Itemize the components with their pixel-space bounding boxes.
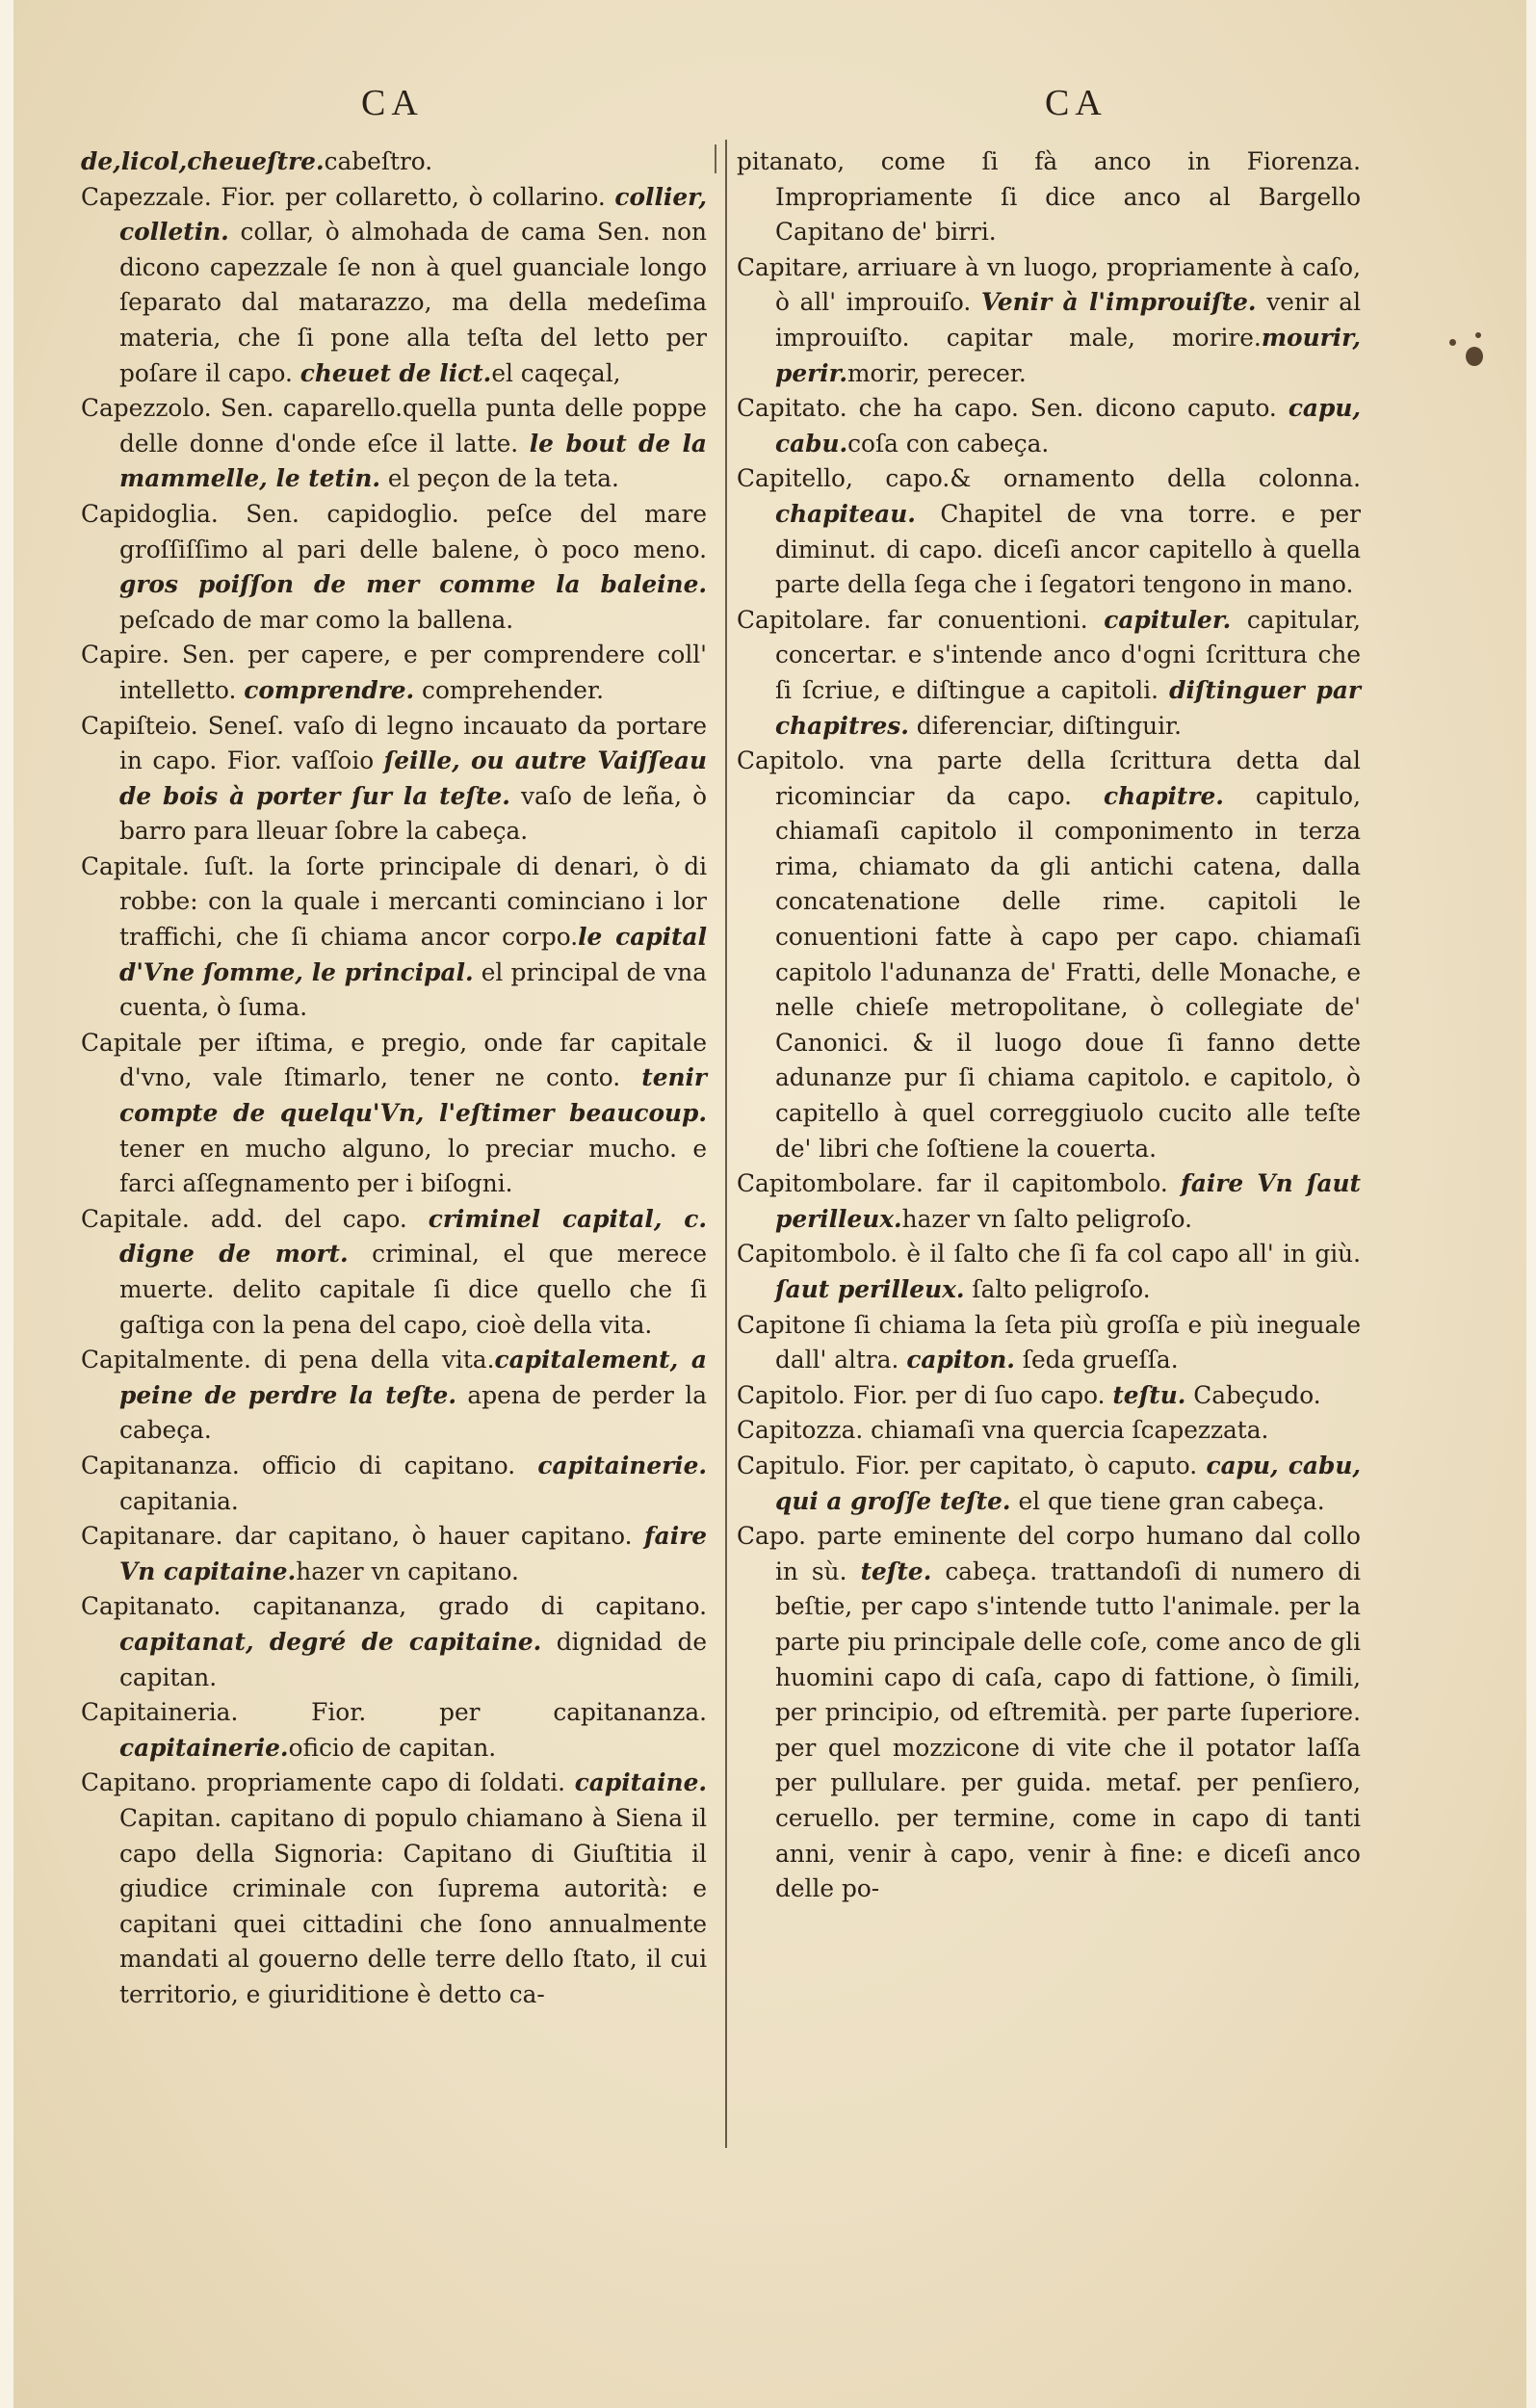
dictionary-entry — [81, 1343, 707, 1449]
dictionary-entry — [81, 1449, 707, 1519]
entry-text: morir, perecer. — [847, 358, 1027, 387]
french-gloss: tenir compte de quelqu'Vn, l'eſtimer beaucoup. — [119, 1063, 707, 1128]
french-gloss: le capital d'Vne ſomme, le principal. — [119, 923, 707, 986]
french-gloss: gros poiſſon de mer comme la baleine. — [119, 570, 707, 599]
french-gloss: capitanat, degré de capitaine. — [119, 1627, 542, 1656]
entry-text: Capitolare. far conuentioni. — [737, 605, 1105, 634]
entry-text: tener en mucho alguno, lo preciar mucho. e farci aſſegnamento per i biſogni. — [119, 1134, 707, 1198]
entry-text: el peçon de la teta. — [380, 464, 619, 493]
french-gloss: faire Vn capitaine. — [119, 1522, 707, 1585]
entry-text: ſeda grueſſa. — [1014, 1346, 1179, 1374]
entry-text: Capire. Sen. per capere, e per comprendere coll' intelletto. — [81, 641, 707, 704]
dictionary-entry — [737, 1308, 1361, 1378]
dictionary-entry — [81, 391, 707, 497]
entry-text: ſalto peligroſo. — [964, 1275, 1151, 1303]
entry-text: Capitombolare. far il capitombolo. — [737, 1169, 1182, 1198]
entry-text: Capitale. add. del capo. — [81, 1204, 429, 1233]
french-gloss: ſeille, ou autre Vaiſſeau de bois à porter ſur la teſte. — [119, 746, 707, 810]
dictionary-entry — [81, 1766, 707, 2012]
entry-text: capitulo, chiamaſi capitolo il componimento in terza rima, chiamato da gli antichi catena, dalla concatenatione delle rime. capitoli le conuentioni fatte à capo per capo. chiamaſi capitolo l'adunanza de' Fratti, delle Monache, e nelle chieſe metropolitane, ò collegiate de' Canonici. & il luogo doue ſi fanno dette adunanze pur ſi chiama capitolo. e capitolo, ò capitello à quel correggiuolo cucito alle teſte de' libri che ſoſtiene la couerta. — [775, 781, 1361, 1163]
french-gloss: criminel capital, c. digne de mort. — [119, 1204, 707, 1269]
dictionary-entry — [81, 497, 707, 638]
dictionary-entry — [81, 850, 707, 1026]
french-gloss: capituler. — [1104, 605, 1232, 634]
column-mark — [715, 144, 716, 173]
entry-text: vaſo de leña, ò barro para lleuar ſobre la cabeça. — [119, 781, 707, 846]
french-gloss: Venir à l'improuiſte. — [980, 288, 1257, 317]
french-gloss: chapitre. — [1103, 781, 1224, 810]
dictionary-entry — [737, 1237, 1361, 1307]
french-gloss: capitainerie. — [119, 1733, 289, 1762]
entry-text: Cabeçudo. — [1185, 1380, 1321, 1409]
entry-text: Capitolo. Fior. per di ſuo capo. — [737, 1380, 1113, 1409]
dictionary-entry — [81, 1695, 707, 1766]
entry-text: Chapitel de vna torre. e per diminut. di capo. diceſi ancor capitello à quella parte della ſega che i ſegatori tengono in mano. — [775, 499, 1361, 599]
entry-text: Capitanare. dar capitano, ò hauer capitano. — [81, 1522, 644, 1551]
entry-text: Capo. parte eminente del corpo humano dal collo in sù. — [737, 1522, 1361, 1585]
entry-text: el que tiene gran cabeça. — [1010, 1486, 1325, 1515]
entry-text: diferenciar, diſtinguir. — [908, 711, 1183, 740]
ink-stain — [1466, 347, 1483, 366]
dictionary-entry — [737, 1166, 1362, 1237]
dictionary-entry — [737, 391, 1361, 461]
entry-text: Capezzolo. Sen. caparello.quella punta delle poppe delle donne d'onde eſce il latte. — [81, 394, 707, 458]
entry-text: criminal, el que merece muerte. delito capitale ſi dice quello che ſi gaſtiga con la pena del capo, cioè della vita. — [119, 1240, 707, 1339]
dictionary-entry — [81, 1589, 708, 1695]
french-gloss: teſtu. — [1112, 1380, 1186, 1409]
entry-text: Capitananza. officio di capitano. — [81, 1451, 538, 1479]
french-gloss: capitainerie. — [537, 1451, 707, 1479]
entry-text: cabeſtro. — [324, 147, 433, 175]
entry-text: comprehender. — [414, 675, 604, 704]
entry-text: Capitano. propriamente capo di ſoldati. — [81, 1768, 575, 1797]
french-gloss: diſtinguer par chapitres. — [775, 675, 1361, 740]
dictionary-entry — [81, 1026, 707, 1202]
entry-text: oficio de capitan. — [288, 1733, 497, 1762]
dictionary-entry — [81, 1519, 707, 1589]
dictionary-entry — [737, 461, 1361, 602]
entry-text: venir al improuiſto. capitar male, morire. — [775, 288, 1362, 352]
dictionary-entry — [81, 638, 707, 708]
entry-text: capitular, concertar. e s'intende anco d'ogni ſcrittura che ſi ſcriue, e diſtingue a capitoli. — [775, 605, 1361, 704]
entry-text: Capitaineria. Fior. per capitananza. — [81, 1698, 707, 1727]
dictionary-entry — [81, 709, 707, 850]
entry-text: el principal de vna cuenta, ò ſuma. — [119, 957, 707, 1022]
entry-text: capitania. — [119, 1486, 239, 1515]
page-margin-right — [1526, 0, 1536, 2408]
entry-text: peſcado de mar como la ballena. — [119, 605, 514, 634]
entry-text: Capitale per iſtima, e pregio, onde far capitale d'vno, vale ſtimarlo, tener ne conto. — [81, 1028, 707, 1092]
french-gloss: capitalement, a peine de perdre la teſte. — [119, 1346, 707, 1409]
french-gloss: comprendre. — [244, 675, 415, 704]
left-column — [81, 144, 707, 2012]
running-head-right: CA — [1045, 83, 1107, 123]
french-gloss: teſte. — [860, 1557, 932, 1585]
entry-text: Capitalmente. di pena della vita. — [81, 1346, 495, 1374]
dictionary-entry — [737, 144, 1361, 250]
french-gloss: collier, colletin. — [119, 182, 707, 247]
entry-text: pitanato, come ſi fà anco in Fiorenza. Impropriamente ſi dice anco al Bargello Capitano de' birri. — [737, 147, 1361, 247]
running-head-left: CA — [361, 83, 424, 123]
entry-text: Capitone ſi chiama la ſeta più groſſa e più ineguale dall' altra. — [737, 1310, 1361, 1374]
entry-text: Capitozza. chiamaſi vna quercia ſcapezzata. — [737, 1416, 1269, 1445]
dictionary-entry — [737, 250, 1362, 391]
french-gloss: de,licol,cheueſtre. — [81, 147, 325, 175]
entry-text: Capitato. che ha capo. Sen. dicono caputo. — [737, 394, 1289, 423]
dictionary-entry — [81, 144, 707, 180]
french-gloss: capitaine. — [574, 1768, 707, 1797]
dictionary-entry — [81, 180, 707, 392]
entry-text: cabeça. trattandoſi di numero di beſtie, per capo s'intende tutto l'animale. per la parte piu principale delle coſe, come anco de gli huomini capo di caſa, capo di fattione, ò ſimili, per principio, od eſtremità. per parte ſuperiore. per quel mozzicone di vite che il potator laſſa per pullulare. per guida. metaf. per penſiero, ceruello. per termine, come in capo di tanti anni, venir à capo, venir à fine: e diceſi anco delle po- — [775, 1557, 1361, 1903]
dictionary-entry — [737, 1519, 1361, 1907]
entry-text: collar, ò almohada de cama Sen. non dicono capezzale ſe non à quel guanciale longo ſeparato dal matarazzo, ma della medeſima materia, che ſi pone alla teſta del letto per poſare il capo. — [119, 218, 707, 387]
dictionary-entry — [737, 603, 1361, 744]
french-gloss: capu, cabu. — [775, 394, 1361, 458]
dictionary-entry — [737, 1449, 1362, 1519]
entry-text: hazer vn ſalto peligroſo. — [901, 1204, 1193, 1233]
french-gloss: chapiteau. — [775, 499, 916, 528]
entry-text: Capezzale. Fior. per collaretto, ò collarino. — [81, 182, 615, 211]
entry-text: Capitombolo. è il ſalto che ſi fa col capo all' in giù. — [737, 1240, 1361, 1269]
entry-text: apena de perder la cabeça. — [119, 1380, 707, 1445]
entry-text: dignidad de capitan. — [119, 1627, 708, 1691]
french-gloss: ſaut perilleux. — [775, 1275, 965, 1303]
right-column — [737, 144, 1361, 1907]
column-rule — [725, 140, 727, 2148]
entry-text: coſa con cabeça. — [847, 429, 1050, 458]
french-gloss: mourir, perir. — [775, 323, 1361, 387]
entry-text: Capitolo. vna parte della ſcrittura detta dal ricominciar da capo. — [737, 746, 1361, 810]
dictionary-entry — [81, 1202, 707, 1343]
dictionary-entry — [737, 744, 1361, 1166]
dictionary-entry — [737, 1378, 1361, 1414]
ink-stain — [1449, 339, 1456, 346]
french-gloss: capu, cabu, qui a groſſe teſte. — [775, 1451, 1362, 1515]
page-margin-left — [0, 0, 13, 2408]
entry-text: Capitanato. capitananza, grado di capitano. — [81, 1592, 707, 1621]
dictionary-entry — [737, 1413, 1361, 1449]
entry-text: Capitello, capo.& ornamento della colonna. — [737, 464, 1361, 493]
french-gloss: le bout de la mammelle, le tetin. — [119, 429, 707, 493]
entry-text: Capitan. capitano di populo chiamano à Siena il capo della Signoria: Capitano di Giuſtitia il giudice criminale con ſuprema autorità: e capitani quei cittadini che ſono annualmente mandati al gouerno delle terre dello ſtato, il cui territorio, e giuriditione è detto ca- — [119, 1803, 707, 2008]
entry-text: el caqeçal, — [491, 358, 621, 387]
entry-text: Capitulo. Fior. per capitato, ò caputo. — [737, 1451, 1207, 1479]
entry-text: hazer vn capitano. — [296, 1557, 519, 1585]
entry-text: Capitare, arriuare à vn luogo, propriamente à caſo, ò all' improuiſo. — [737, 252, 1361, 317]
entry-text: Capidoglia. Sen. capidoglio. peſce del mare groſſiſſimo al pari delle balene, ò poco meno. — [81, 499, 707, 563]
french-gloss: faire Vn ſaut perilleux. — [775, 1169, 1362, 1233]
entry-text: Capiſteio. Seneſ. vaſo di legno incauato da portare in capo. Fior. vaſſoio — [81, 711, 707, 775]
french-gloss: capiton. — [906, 1346, 1015, 1374]
french-gloss: cheuet de lict. — [299, 358, 492, 387]
entry-text: Capitale. ſuſt. la ſorte principale di denari, ò di robbe: con la quale i mercanti cominciano i lor traffichi, che ſi chiama ancor corpo. — [81, 851, 707, 952]
ink-stain — [1475, 332, 1481, 338]
